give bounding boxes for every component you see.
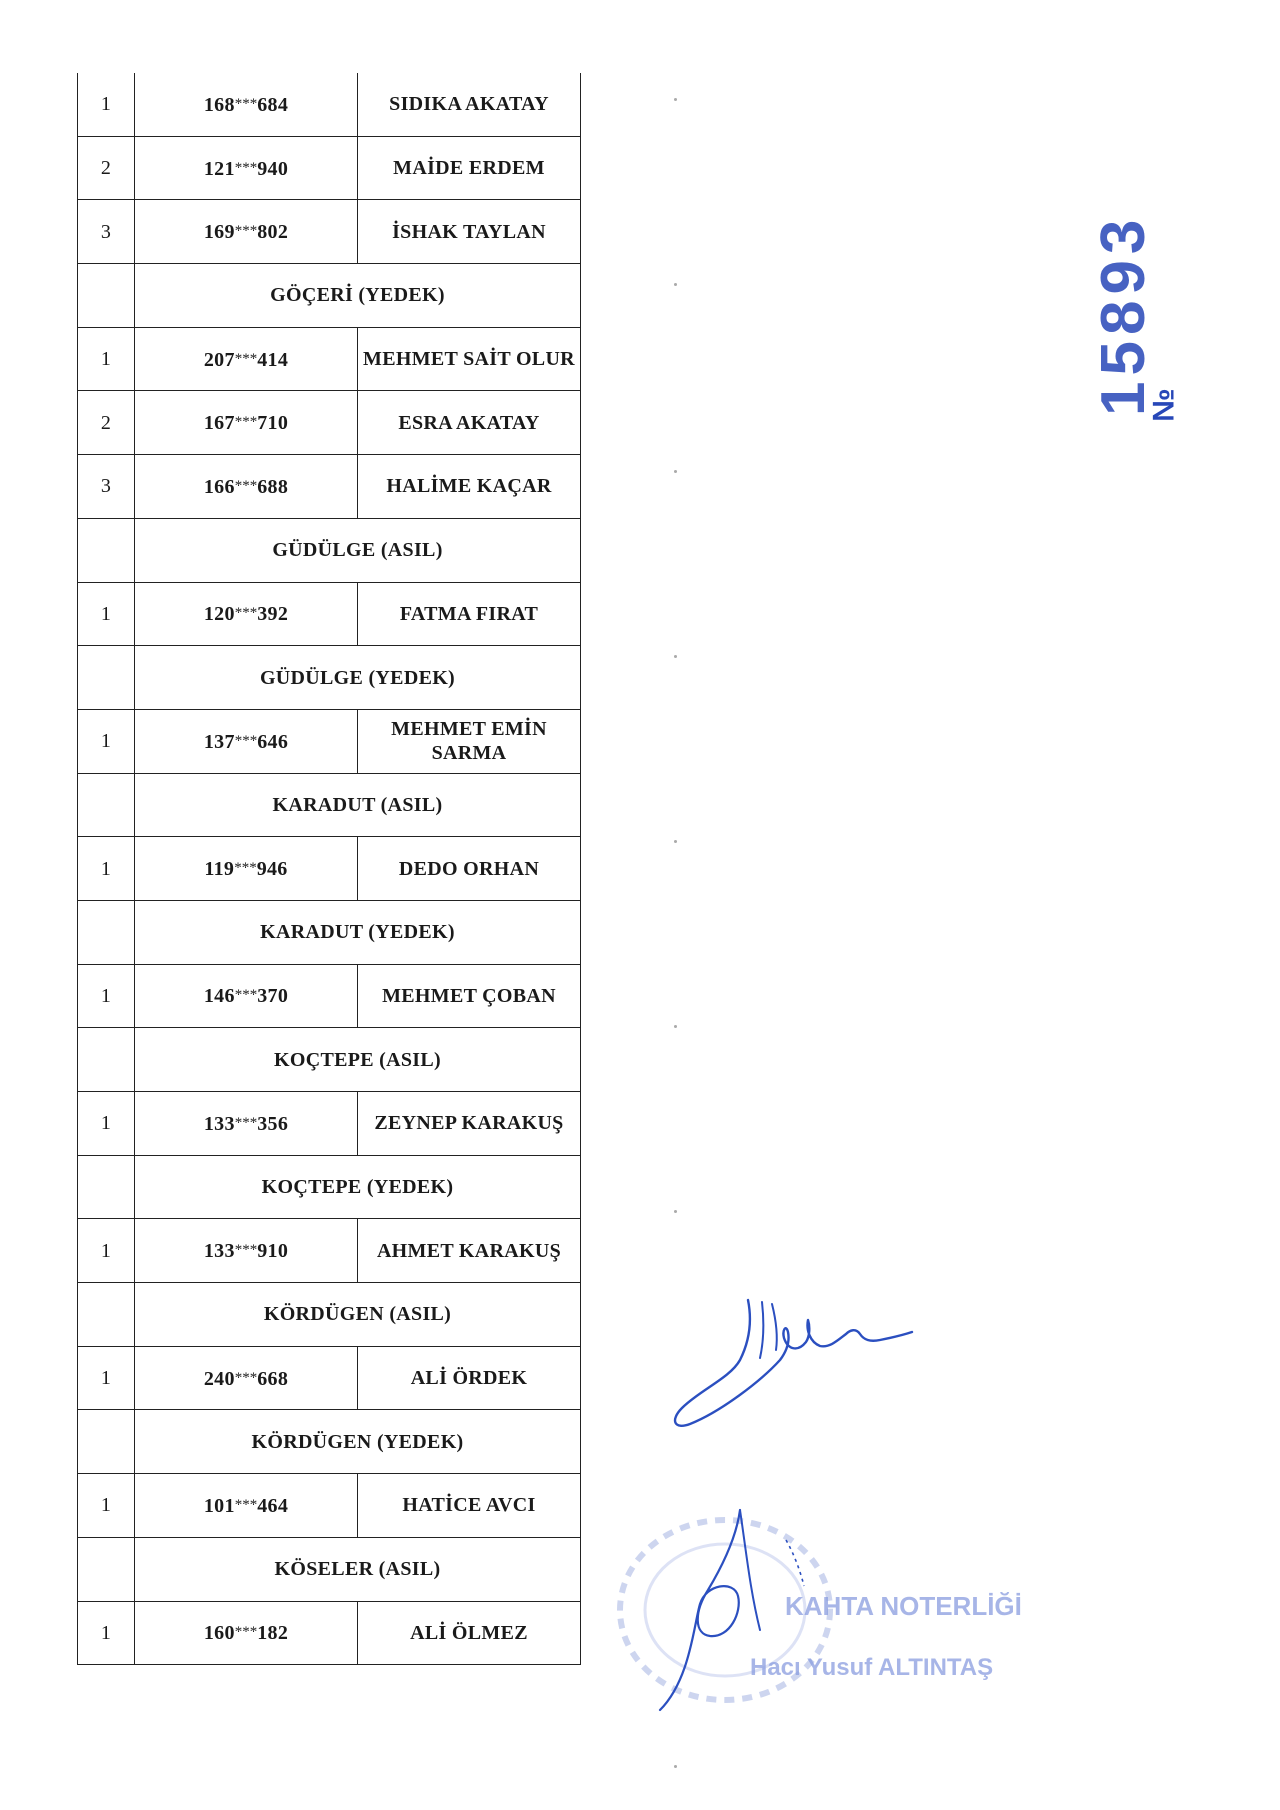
id-start: 133 <box>203 1112 235 1135</box>
id-end: 946 <box>256 858 288 881</box>
masked-id <box>135 327 358 391</box>
id-start: 168 <box>203 93 235 116</box>
row-number: 1 <box>78 1219 135 1283</box>
group-title: GÜDÜLGE (ASIL) <box>135 518 581 582</box>
masked-id <box>135 709 358 773</box>
number-prefix: № <box>1147 388 1181 422</box>
person-name: HATİCE AVCI <box>358 1474 581 1538</box>
id-mask: *** <box>234 1114 258 1131</box>
row-number: 1 <box>78 1346 135 1410</box>
id-end: 392 <box>257 603 289 626</box>
person-name: FATMA FIRAT <box>358 582 581 646</box>
id-end: 414 <box>257 348 289 371</box>
id-mask: *** <box>234 1624 258 1641</box>
group-title: GÖÇERİ (YEDEK) <box>135 264 581 328</box>
row-number: 3 <box>78 455 135 519</box>
person-name: SIDIKA AKATAY <box>358 73 581 136</box>
id-mask: *** <box>234 860 257 877</box>
masked-id <box>135 200 358 264</box>
row-number: 1 <box>78 964 135 1028</box>
table-row <box>78 964 581 1028</box>
group-header-row <box>78 1410 581 1474</box>
group-header-row <box>78 1283 581 1347</box>
group-title: KARADUT (ASIL) <box>135 773 581 837</box>
id-mask: *** <box>234 1242 258 1259</box>
margin-dot <box>674 1025 677 1028</box>
masked-id <box>135 1092 358 1156</box>
id-start: 137 <box>203 730 235 753</box>
person-name: ALİ ÖLMEZ <box>358 1601 581 1665</box>
masked-id <box>135 136 358 200</box>
empty-cell <box>78 900 135 964</box>
empty-cell <box>78 518 135 582</box>
id-mask: *** <box>234 732 258 749</box>
margin-dot <box>674 1765 677 1768</box>
person-name: İSHAK TAYLAN <box>358 200 581 264</box>
id-end: 646 <box>257 730 289 753</box>
id-mask: *** <box>234 605 258 622</box>
id-start: 133 <box>203 1240 235 1263</box>
margin-dot <box>674 840 677 843</box>
id-end: 668 <box>257 1367 289 1390</box>
masked-id <box>135 964 358 1028</box>
row-number: 1 <box>78 1474 135 1538</box>
table-row <box>78 1601 581 1665</box>
id-end: 688 <box>257 475 289 498</box>
id-start: 146 <box>203 985 235 1008</box>
margin-dot <box>674 1210 677 1213</box>
id-start: 167 <box>203 412 235 435</box>
id-mask: *** <box>234 477 258 494</box>
margin-dot <box>674 655 677 658</box>
id-start: 240 <box>203 1367 235 1390</box>
id-end: 356 <box>257 1112 289 1135</box>
empty-cell <box>78 1028 135 1092</box>
row-number: 2 <box>78 391 135 455</box>
group-header-row <box>78 518 581 582</box>
empty-cell <box>78 264 135 328</box>
signature-icon <box>660 1290 920 1440</box>
id-end: 910 <box>257 1240 289 1263</box>
id-start: 119 <box>204 858 235 881</box>
id-end: 370 <box>257 985 289 1008</box>
margin-dot <box>674 283 677 286</box>
group-header-row <box>78 646 581 710</box>
table-row <box>78 1346 581 1410</box>
row-number: 1 <box>78 1092 135 1156</box>
row-number: 1 <box>78 709 135 773</box>
person-name: AHMET KARAKUŞ <box>358 1219 581 1283</box>
id-end: 684 <box>257 93 289 116</box>
person-name: MEHMET ÇOBAN <box>358 964 581 1028</box>
group-title: GÜDÜLGE (YEDEK) <box>135 646 581 710</box>
group-header-row <box>78 1537 581 1601</box>
group-header-row <box>78 900 581 964</box>
table-row <box>78 73 581 136</box>
masked-id <box>135 455 358 519</box>
group-header-row <box>78 264 581 328</box>
person-name: ZEYNEP KARAKUŞ <box>358 1092 581 1156</box>
id-start: 169 <box>203 221 235 244</box>
empty-cell <box>78 1537 135 1601</box>
person-name: ESRA AKATAY <box>358 391 581 455</box>
person-name: MAİDE ERDEM <box>358 136 581 200</box>
table-row <box>78 837 581 901</box>
empty-cell <box>78 1155 135 1219</box>
margin-dot <box>674 98 677 101</box>
seal-text-line2: Hacı Yusuf ALTINTAŞ <box>750 1654 994 1681</box>
seal-text-line1: KAHTA NOTERLİĞİ <box>785 1591 1022 1621</box>
id-mask: *** <box>234 223 258 240</box>
id-mask: *** <box>234 95 258 112</box>
id-mask: *** <box>234 350 258 367</box>
empty-cell <box>78 773 135 837</box>
id-start: 120 <box>203 603 235 626</box>
group-title: KÖRDÜGEN (YEDEK) <box>135 1410 581 1474</box>
group-header-row <box>78 1028 581 1092</box>
empty-cell <box>78 1410 135 1474</box>
group-title: KÖRDÜGEN (ASIL) <box>135 1283 581 1347</box>
id-start: 160 <box>203 1622 235 1645</box>
masked-id <box>135 582 358 646</box>
id-mask: *** <box>234 159 258 176</box>
person-name: MEHMET SAİT OLUR <box>358 327 581 391</box>
id-mask: *** <box>234 414 258 431</box>
id-end: 710 <box>257 412 289 435</box>
row-number: 1 <box>78 582 135 646</box>
table-row <box>78 200 581 264</box>
person-name: DEDO ORHAN <box>358 837 581 901</box>
margin-dot <box>674 470 677 473</box>
row-number: 1 <box>78 73 135 136</box>
id-start: 121 <box>203 157 235 180</box>
group-title: KÖSELER (ASIL) <box>135 1537 581 1601</box>
empty-cell <box>78 646 135 710</box>
masked-id <box>135 73 358 136</box>
masked-id <box>135 1474 358 1538</box>
group-title: KOÇTEPE (YEDEK) <box>135 1155 581 1219</box>
id-mask: *** <box>234 987 258 1004</box>
id-start: 166 <box>203 475 235 498</box>
group-header-row <box>78 1155 581 1219</box>
candidate-table-body <box>78 73 581 1665</box>
masked-id <box>135 1601 358 1665</box>
empty-cell <box>78 1283 135 1347</box>
row-number: 2 <box>78 136 135 200</box>
group-title: KOÇTEPE (ASIL) <box>135 1028 581 1092</box>
group-header-row <box>78 773 581 837</box>
table-row <box>78 1474 581 1538</box>
id-end: 802 <box>257 221 289 244</box>
masked-id <box>135 837 358 901</box>
person-name: HALİME KAÇAR <box>358 455 581 519</box>
table-row <box>78 709 581 773</box>
person-name: ALİ ÖRDEK <box>358 1346 581 1410</box>
row-number: 1 <box>78 327 135 391</box>
table-row <box>78 136 581 200</box>
table-row <box>78 327 581 391</box>
table-row <box>78 455 581 519</box>
table-row <box>78 582 581 646</box>
id-end: 464 <box>257 1494 289 1517</box>
id-end: 182 <box>257 1622 289 1645</box>
person-name: MEHMET EMİN SARMA <box>358 709 581 773</box>
id-mask: *** <box>234 1369 258 1386</box>
document-number: 15893 <box>1089 213 1158 416</box>
table-row <box>78 1092 581 1156</box>
row-number: 1 <box>78 837 135 901</box>
id-start: 207 <box>203 348 235 371</box>
masked-id <box>135 1219 358 1283</box>
row-number: 3 <box>78 200 135 264</box>
id-start: 101 <box>203 1494 235 1517</box>
masked-id <box>135 391 358 455</box>
table-row <box>78 391 581 455</box>
candidate-table <box>77 73 581 1665</box>
table-row <box>78 1219 581 1283</box>
id-end: 940 <box>257 157 289 180</box>
row-number: 1 <box>78 1601 135 1665</box>
id-mask: *** <box>234 1496 258 1513</box>
group-title: KARADUT (YEDEK) <box>135 900 581 964</box>
notary-seal-icon <box>610 1500 1030 1740</box>
masked-id <box>135 1346 358 1410</box>
